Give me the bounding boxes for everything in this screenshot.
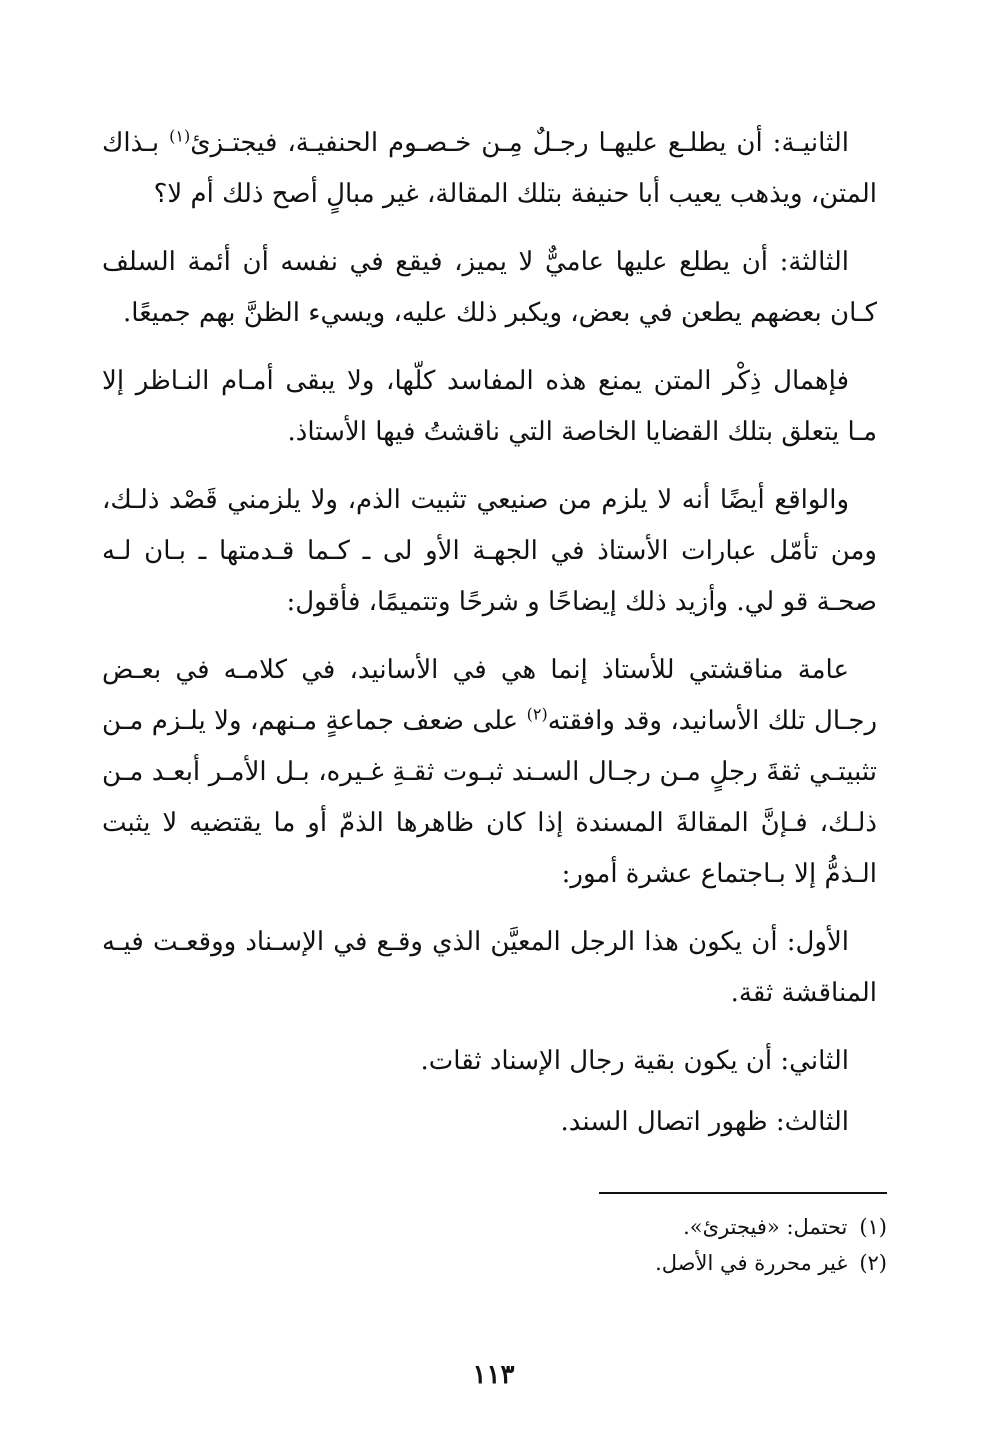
paragraph-reality: والواقع أيضًا أنه لا يلزم من صنيعي تثبيت الذم، ولا يلزمني قَصْد ذلـك، ومن تأمّل عبارات الأستاذ في الجهـة الأو لى ـ كـما قـدمتها ـ بـان لـه صحـة قو لي. وأزيد ذلك إيضاحًا و شرحًا وتتميمًا، فأقول: xyxy=(102,485,877,617)
footnotes xyxy=(107,1209,887,1281)
paragraph-third-point: الثالثة: أن يطلع عليها عاميٌّ لا يميز، فيقع في نفسه أن أئمة السلف كـان بعضهم يطعن في بعض، ويكبر ذلك عليه، ويسيء الظنَّ بهم جميعًا. xyxy=(102,247,877,328)
paragraph-text: الثانيـة: أن يطلـع عليهـا رجـلٌ مِـن خـصـوم الحنفيـة، فيجتـزئ xyxy=(190,128,849,158)
footnote-number: (١) xyxy=(859,1215,887,1239)
footnote-ref-1[interactable]: (١) xyxy=(169,126,191,146)
main-text xyxy=(102,118,877,1158)
footnote-1 xyxy=(107,1209,887,1245)
footnote-text: غير محررة في الأصل. xyxy=(655,1251,848,1275)
footnote-separator xyxy=(599,1192,887,1194)
footnote-2 xyxy=(107,1245,887,1281)
paragraph-third-matter: الثالث: ظهور اتصال السند. xyxy=(560,1107,849,1137)
paragraph-text: على ضعف جماعةٍ مـنهم، ولا يلـزم مـن تثبيتـي ثقةَ رجلٍ مـن رجـال السـند ثبـوت ثقـةِ غـيره، بـل الأمـر أبعـد مـن ذلـك، فـإنَّ المقالةَ المسندة إذا كان ظاهرها الذمّ أو ما يقتضيه لا يثبت الـذمُّ إلا بـاجتماع عشرة أمور: xyxy=(102,706,877,889)
paragraph-text: بـذاك المتن، ويذهب يعيب أبا حنيفة بتلك المقالة، غير مبالٍ أصح ذلك أم لا؟ xyxy=(102,128,877,209)
footnote-ref-2[interactable]: (٢) xyxy=(526,704,548,724)
footnote-number: (٢) xyxy=(859,1251,887,1275)
paragraph-text: عامة مناقشتي للأستاذ إنما هي في الأسانيد، في كلامـه في بعـض رجـال تلك الأسانيد، وقد وافقته xyxy=(102,655,877,736)
page-number: ١١٣ xyxy=(472,1360,515,1390)
paragraph-conclusion: فإهمال ذِكْر المتن يمنع هذه المفاسد كلّها، ولا يبقى أمـام النـاظر إلا مـا يتعلق بتلك القضايا الخاصة التي ناقشتُ فيها الأستاذ. xyxy=(102,366,877,447)
paragraph-discussion xyxy=(102,645,877,900)
paragraph-second-matter: الثاني: أن يكون بقية رجال الإسناد ثقات. xyxy=(420,1046,849,1076)
paragraph-second-point xyxy=(102,118,877,220)
paragraph-first-matter: الأول: أن يكون هذا الرجل المعيَّن الذي وقـع في الإسـناد ووقعـت فيـه المناقشة ثقة. xyxy=(102,927,877,1008)
footnote-text: تحتمل: «فيجترئ». xyxy=(683,1215,848,1239)
